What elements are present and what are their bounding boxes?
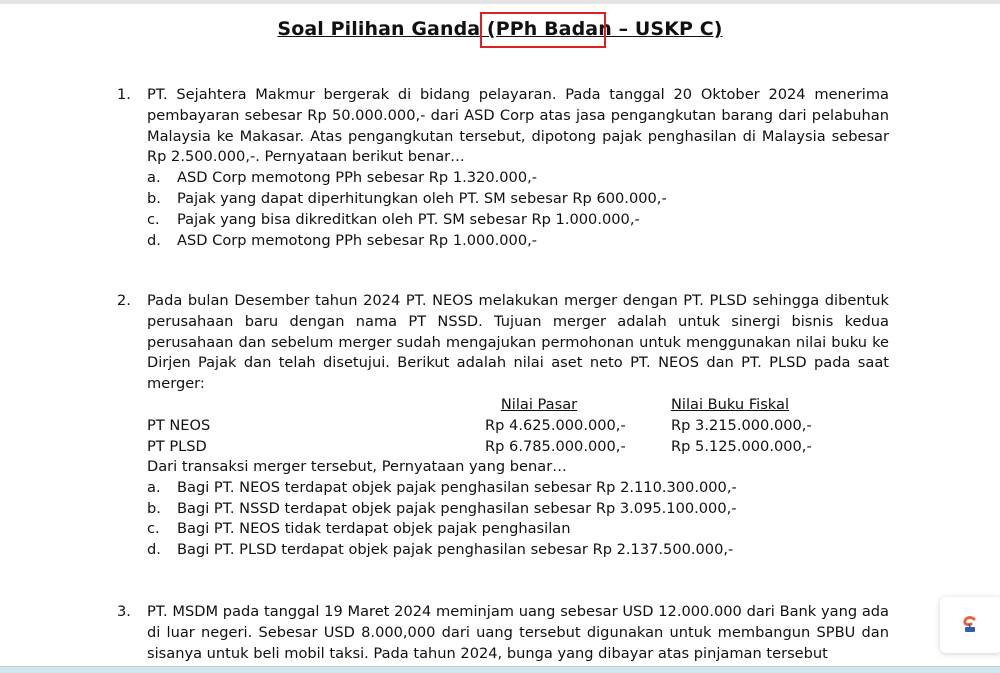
option-letter: d. (147, 541, 161, 559)
option-letter: c. (147, 210, 160, 228)
question-prompt: Dari transaksi merger tersebut, Pernyataan yang benar… (147, 457, 567, 475)
option-a[interactable] (147, 478, 889, 499)
table-row (147, 437, 889, 458)
option-letter: a. (147, 478, 161, 496)
table-row (147, 416, 889, 437)
question-number: 3. (117, 603, 131, 620)
market-value: Rp 4.625.000.000,- (485, 416, 626, 434)
option-letter: b. (147, 189, 161, 207)
market-value: Rp 6.785.000.000,- (485, 437, 626, 455)
company-name: PT PLSD (147, 437, 207, 455)
option-text: Pajak yang bisa dikreditkan oleh PT. SM sebesar Rp 1.000.000,- (177, 210, 640, 228)
question-2 (117, 291, 889, 561)
question-number: 1. (117, 86, 131, 103)
option-a[interactable] (147, 168, 889, 189)
fiscal-book-value: Rp 3.215.000.000,- (671, 416, 812, 434)
asset-value-table (147, 395, 889, 457)
option-c[interactable] (147, 519, 889, 540)
option-c[interactable] (147, 210, 889, 231)
floating-assistant-button[interactable] (940, 597, 1000, 653)
option-text: Bagi PT. NEOS tidak terdapat objek pajak penghasilan (177, 520, 571, 538)
question-number: 2. (117, 292, 131, 309)
column-header-fiscal-book-value: Nilai Buku Fiskal (671, 395, 789, 413)
option-letter: b. (147, 499, 161, 517)
highlight-annotation-box (480, 12, 606, 48)
option-d[interactable] (147, 231, 889, 252)
question-text: PT. Sejahtera Makmur bergerak di bidang pelayaran. Pada tanggal 20 Oktober 2024 menerima pembayaran sebesar Rp 50.000.000,- dari ASD Corp atas jasa pengangkutan barang dari pelabuhan Malaysia ke Makasar. Atas pengangkutan tersebut, dipotong pajak penghasilan di Malaysia sebesar Rp 2.500.000,-. Pernyataan berikut benar… (147, 86, 889, 166)
option-letter: c. (147, 520, 160, 538)
table-header-row (147, 395, 889, 416)
company-name: PT NEOS (147, 416, 211, 434)
option-text: Bagi PT. PLSD terdapat objek pajak penghasilan sebesar Rp 2.137.500.000,- (177, 541, 734, 559)
app-logo-icon (960, 615, 980, 635)
option-b[interactable] (147, 499, 889, 520)
fiscal-book-value: Rp 5.125.000.000,- (671, 437, 812, 455)
option-letter: d. (147, 231, 161, 249)
question-text: PT. MSDM pada tanggal 19 Maret 2024 meminjam uang sebesar USD 12.000.000 dari Bank yang ada di luar negeri. Sebesar USD 8.000,000 dari uang tersebut digunakan untuk membangun SPBU dan sisanya untuk beli mobil taksi. Pada tahun 2024, bunga yang dibayar atas pinjaman tersebut (147, 603, 889, 662)
option-text: ASD Corp memotong PPh sebesar Rp 1.320.000,- (177, 169, 538, 187)
column-header-market-value: Nilai Pasar (500, 395, 578, 413)
question-3 (117, 602, 889, 664)
document-title: Soal Pilihan Ganda (PPh Badan – USKP C) (277, 18, 723, 40)
option-text: Bagi PT. NSSD terdapat objek pajak penghasilan sebesar Rp 3.095.100.000,- (177, 499, 737, 517)
option-text: Pajak yang dapat diperhitungkan oleh PT. SM sebesar Rp 600.000,- (177, 189, 667, 207)
option-letter: a. (147, 169, 161, 187)
question-text: Pada bulan Desember tahun 2024 PT. NEOS melakukan merger dengan PT. PLSD sehingga dibentuk perusahaan baru dengan nama PT NSSD. Tujuan merger adalah untuk sinergi bisnis kedua perusahaan dan sebelum merger sudah mengajukan permohonan untuk menggunakan nilai buku ke Dirjen Pajak dan telah disetujui. Berikut adalah nilai aset neto PT. NEOS dan PT. PLSD pada saat merger: (147, 292, 889, 393)
top-border (0, 0, 1000, 4)
option-text: Bagi PT. NEOS terdapat objek pajak penghasilan sebesar Rp 2.110.300.000,- (177, 478, 737, 496)
question-1 (117, 85, 889, 251)
option-b[interactable] (147, 189, 889, 210)
option-text: ASD Corp memotong PPh sebesar Rp 1.000.000,- (177, 231, 538, 249)
option-d[interactable] (147, 540, 889, 561)
